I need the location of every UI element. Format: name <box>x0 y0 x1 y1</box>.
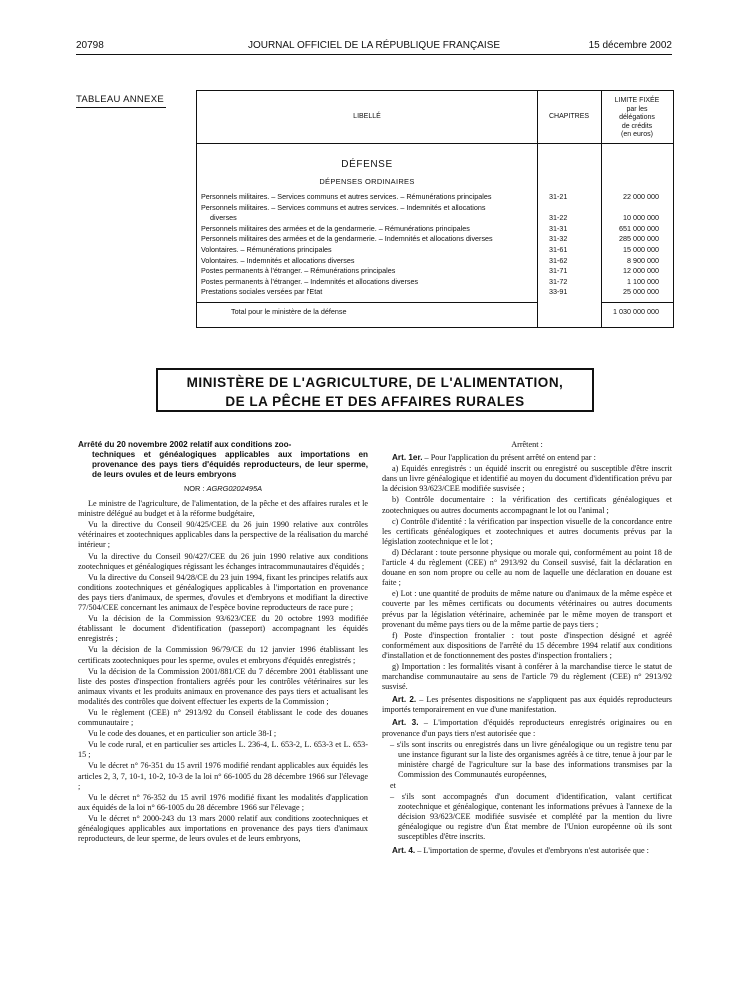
article-1-text: – Pour l'application du présent arrêté on entend par : <box>424 453 596 463</box>
article-3-item: – s'ils sont accompagnés d'un document d'identification, valant certificat zootechnique et généalogique, contenant les informations prévues à l'annexe de la décision 93/623/CEE modifiée susvisée et complété par la mention du livre généalogique ou registre d'un État membre de l'Union européenne où ils sont susceptibles d'être inscrits. <box>390 792 672 842</box>
row-chapitre: 31-31 <box>549 223 568 233</box>
definition-item: e) Lot : une quantité de produits de même nature ou d'animaux de la même espèce et couverte par les mêmes certificats ou documents vétérinaires ou autres documents prévus par la législation vétérinaire, acheminée par le même moyen de transport et provenant du même pays tiers ou de la même partie de pays tiers ; <box>382 589 672 629</box>
row-libelle: Postes permanents à l'étranger. – Indemnités et allocations diverses <box>201 276 419 286</box>
ministry-banner <box>156 368 594 412</box>
table-rows <box>201 192 669 298</box>
article-2-label: Art. 2. <box>392 695 417 705</box>
section-title: DÉFENSE <box>341 159 393 170</box>
row-chapitre: 31-61 <box>549 244 568 254</box>
row-libelle: Personnels militaires des armées et de la gendarmerie. – Indemnités et allocations diverses <box>201 234 493 244</box>
row-libelle: Prestations sociales versées par l'Etat <box>201 287 323 297</box>
row-chapitre: 31-62 <box>549 255 568 265</box>
table-row <box>201 234 669 245</box>
row-libelle: Volontaires. – Rémunérations principales <box>201 244 332 254</box>
ministry-line-2: DE LA PÊCHE ET DES AFFAIRES RURALES <box>225 394 525 409</box>
article-3-text: – L'importation d'équidés reproducteurs enregistrés originaires ou en provenance d'un pays tiers n'est autorisée que : <box>382 718 672 738</box>
definition-item: a) Equidés enregistrés : un équidé inscrit ou enregistré ou susceptible d'être inscrit dans un livre généalogique et identifié au moyen du document d'identification prévu par la décision 93/623/CEE modifiée susvisée ; <box>382 464 672 494</box>
annex-label: TABLEAU ANNEXE <box>76 94 164 105</box>
column-header-libelle: LIBELLÉ <box>353 113 381 120</box>
article-4-label: Art. 4. <box>392 845 416 855</box>
definition-item: d) Déclarant : toute personne physique ou morale qui, conformément au point 18 de l'article 4 du règlement (CEE) n° 2913/92 du Conseil susvisé, fait la déclaration en douane en son nom propre ou celle au nom de laquelle une déclaration en douane est faite ; <box>382 547 672 588</box>
row-chapitre: 31-32 <box>549 234 568 244</box>
row-chapitre: 31-71 <box>549 266 568 276</box>
nor-code: AGRG0202495A <box>206 484 263 493</box>
column-header-limite <box>601 97 673 140</box>
row-chapitre: 33-91 <box>549 287 568 297</box>
article-2 <box>382 695 672 715</box>
total-divider <box>601 302 673 303</box>
row-montant: 22 000 000 <box>623 192 659 201</box>
row-libelle: Personnels militaires. – Services communs et autres services. – Indemnités et allocations <box>201 202 486 212</box>
visa-paragraph: Vu le décret n° 76-352 du 15 avril 1976 modifié fixant les modalités d'application aux équidés de la loi n° 66-1005 du 28 décembre 1966 sur l'élevage ; <box>78 792 368 812</box>
article-1-intro <box>382 453 672 463</box>
visa-paragraph: Vu le code des douanes, et en particulier son article 38-I ; <box>88 729 277 739</box>
row-chapitre: 31-22 <box>549 213 568 223</box>
page-number: 20798 <box>76 40 104 51</box>
row-montant: 10 000 000 <box>623 213 659 223</box>
article-3-item: – s'ils sont inscrits ou enregistrés dans un livre généalogique ou un registre tenu par une instance figurant sur la liste des organismes agréés à ce titre, tenue à jour par le ministère chargé de l'agriculture sur la base des informations transmises par la Commission des Communautés européennes, <box>390 739 672 779</box>
definition-item: f) Poste d'inspection frontalier : tout poste d'inspection désigné et agréé conformément aux dispositions de l'arrêté du 15 décembre 1994 relatif aux conditions d'installation et de fonctionnement des postes d'inspection frontaliers ; <box>382 630 672 660</box>
row-chapitre: 31-72 <box>549 276 568 286</box>
definition-item: c) Contrôle d'identité : la vérification par inspection visuelle de la concordance entre les certificats généalogiques et zootechniques et autres documents prévus par la législation zootechnique et le lot ; <box>382 516 672 546</box>
decree-title <box>78 440 368 480</box>
visa-paragraph: Le ministre de l'agriculture, de l'alimentation, de la pêche et des affaires rurales et le ministre délégué au budget et à la réforme budgétaire, <box>78 499 368 519</box>
visa-paragraph: Vu la directive du Conseil 90/425/CEE du 26 juin 1990 relative aux contrôles vétérinaires et zootechniques applicables dans la perspective de la réalisation du marché intérieur ; <box>78 520 368 550</box>
visa-paragraph: Vu la décision de la Commission 2001/881/CE du 7 décembre 2001 établissant une liste des postes d'inspection frontaliers agréés pour les contrôles vétérinaires sur les animaux vivants et les produits animaux en provenance des pays tiers et actualisant les modalités des contrôles que doivent effectuer les experts de la Commission ; <box>78 666 368 706</box>
table-row <box>201 245 669 256</box>
table-row <box>201 287 669 298</box>
section-subtitle: DÉPENSES ORDINAIRES <box>319 177 415 186</box>
table-row <box>201 224 669 235</box>
row-libelle: diverses <box>210 213 237 223</box>
limite-line: LIMITE FIXÉE <box>614 97 660 104</box>
table-row <box>201 213 669 224</box>
arretent-heading: Arrêtent : <box>511 440 543 449</box>
visa-paragraph: Vu la directive du Conseil 90/427/CEE du 26 juin 1990 relative aux conditions zootechniques et généalogiques régissant les échanges intracommunautaires d'équidés ; <box>78 551 368 571</box>
limite-line: délégations <box>619 114 655 121</box>
row-libelle: Volontaires. – Indemnités et allocations diverses <box>201 255 355 265</box>
table-row <box>201 192 669 203</box>
left-column <box>78 440 368 845</box>
row-libelle: Postes permanents à l'étranger. – Rémunérations principales <box>201 266 396 276</box>
article-3 <box>382 718 672 738</box>
definition-item: g) Importation : les formalités visant à conférer à la marchandise tierce le statut de marchandise communautaire au sens de l'article 79 du règlement (CEE) n° 2913/92 susvisé. <box>382 661 672 692</box>
table-row <box>201 203 669 214</box>
ministry-line-1: MINISTÈRE DE L'AGRICULTURE, DE L'ALIMENTATION, <box>186 375 564 390</box>
row-montant: 15 000 000 <box>623 244 659 254</box>
limite-line: (en euros) <box>621 131 653 138</box>
visa-paragraph: Vu le code rural, et en particulier ses articles L. 236-4, L. 653-2, L. 653-3 et L. 653-15 ; <box>78 740 368 760</box>
annex-table <box>196 90 674 328</box>
column-header-chapitres: CHAPITRES <box>548 113 590 120</box>
definition-item: b) Contrôle documentaire : la vérification des certificats généalogiques et zootechniques ou autres documents accompagnant le lot ou l'animal ; <box>382 495 672 515</box>
total-divider <box>197 302 537 303</box>
journal-title: JOURNAL OFFICIEL DE LA RÉPUBLIQUE FRANÇAISE <box>247 40 501 51</box>
total-label: Total pour le ministère de la défense <box>231 307 347 316</box>
article-1-label: Art. 1er. <box>392 453 423 463</box>
nor-reference <box>78 484 368 494</box>
table-row <box>201 277 669 288</box>
right-column <box>382 440 672 857</box>
article-3-label: Art. 3. <box>392 718 419 728</box>
total-amount: 1 030 000 000 <box>613 307 659 316</box>
nor-label: NOR : <box>183 484 205 493</box>
header-rule <box>76 54 672 55</box>
row-montant: 25 000 000 <box>623 287 659 297</box>
table-row <box>201 266 669 277</box>
decree-title-line1: Arrêté du 20 novembre 2002 relatif aux conditions zoo- <box>78 440 292 449</box>
total-row <box>201 307 669 318</box>
row-montant: 8 900 000 <box>627 255 659 265</box>
row-montant: 12 000 000 <box>623 266 659 276</box>
visa-paragraph: Vu le décret n° 76-351 du 15 avril 1976 modifié rendant applicables aux équidés les articles 2, 3, 7, 10-1, 10-2, 10-3 de la loi n° 66-1005 du 28 décembre 1966 sur l'élevage ; <box>78 761 368 791</box>
limite-line: par les <box>626 105 648 113</box>
visa-paragraph: Vu la décision de la Commission 93/623/CEE du 20 octobre 1993 modifiée établissant le document d'identification (passeport) accompagnant les équidés enregistrés ; <box>78 614 368 644</box>
row-montant: 1 100 000 <box>627 276 659 286</box>
page-header <box>76 38 672 54</box>
visa-paragraph: Vu le décret n° 2000-243 du 13 mars 2000 relatif aux conditions zootechniques et généalogiques applicables aux importations en provenance des pays tiers d'animaux reproducteurs, de leur sperme, de leurs ovules et de leurs embryons, <box>78 813 368 844</box>
row-montant: 651 000 000 <box>619 223 659 233</box>
visa-paragraph: Vu la directive du Conseil 94/28/CE du 23 juin 1994, fixant les principes relatifs aux conditions zootechniques et généalogiques applicables à l'importation en provenance des pays tiers d'animaux, de spermes, d'ovules et d'embryons et modifiant la directive 77/504/CEE concernant les animaux de l'espèce bovine reproducteurs de race pure ; <box>78 572 368 613</box>
table-row <box>201 256 669 267</box>
row-montant: 285 000 000 <box>619 234 659 244</box>
limite-line: de crédits <box>621 122 653 130</box>
article-4-text: – L'importation de sperme, d'ovules et d'embryons n'est autorisée que : <box>417 845 649 855</box>
article-3-item: et <box>390 781 396 790</box>
publication-date: 15 décembre 2002 <box>588 40 672 51</box>
row-libelle: Personnels militaires des armées et de la gendarmerie. – Rémunérations principales <box>201 223 470 233</box>
article-2-text: – Les présentes dispositions ne s'appliquent pas aux équidés reproducteurs importés temporairement en vue d'une manifestation. <box>382 695 672 715</box>
decree-title-rest: techniques et généalogiques applicables aux importations en provenance des pays tiers d'équidés reproducteurs, de leur sperme, de leurs ovules et de leurs embryons <box>92 450 368 479</box>
article-4 <box>382 846 672 856</box>
row-chapitre: 31-21 <box>549 192 568 201</box>
visa-paragraph: Vu le règlement (CEE) n° 2913/92 du Conseil établissant le code des douanes communautaire ; <box>78 707 368 728</box>
annex-label-rule <box>76 107 166 108</box>
header-divider <box>197 143 673 144</box>
visa-paragraph: Vu la décision de la Commission 96/79/CE du 12 janvier 1996 établissant les certificats zootechniques pour les sperme, ovules et embryons d'équidés enregistrés ; <box>78 645 368 665</box>
row-libelle: Personnels militaires. – Services communs et autres services. – Rémunérations principales <box>201 192 492 201</box>
